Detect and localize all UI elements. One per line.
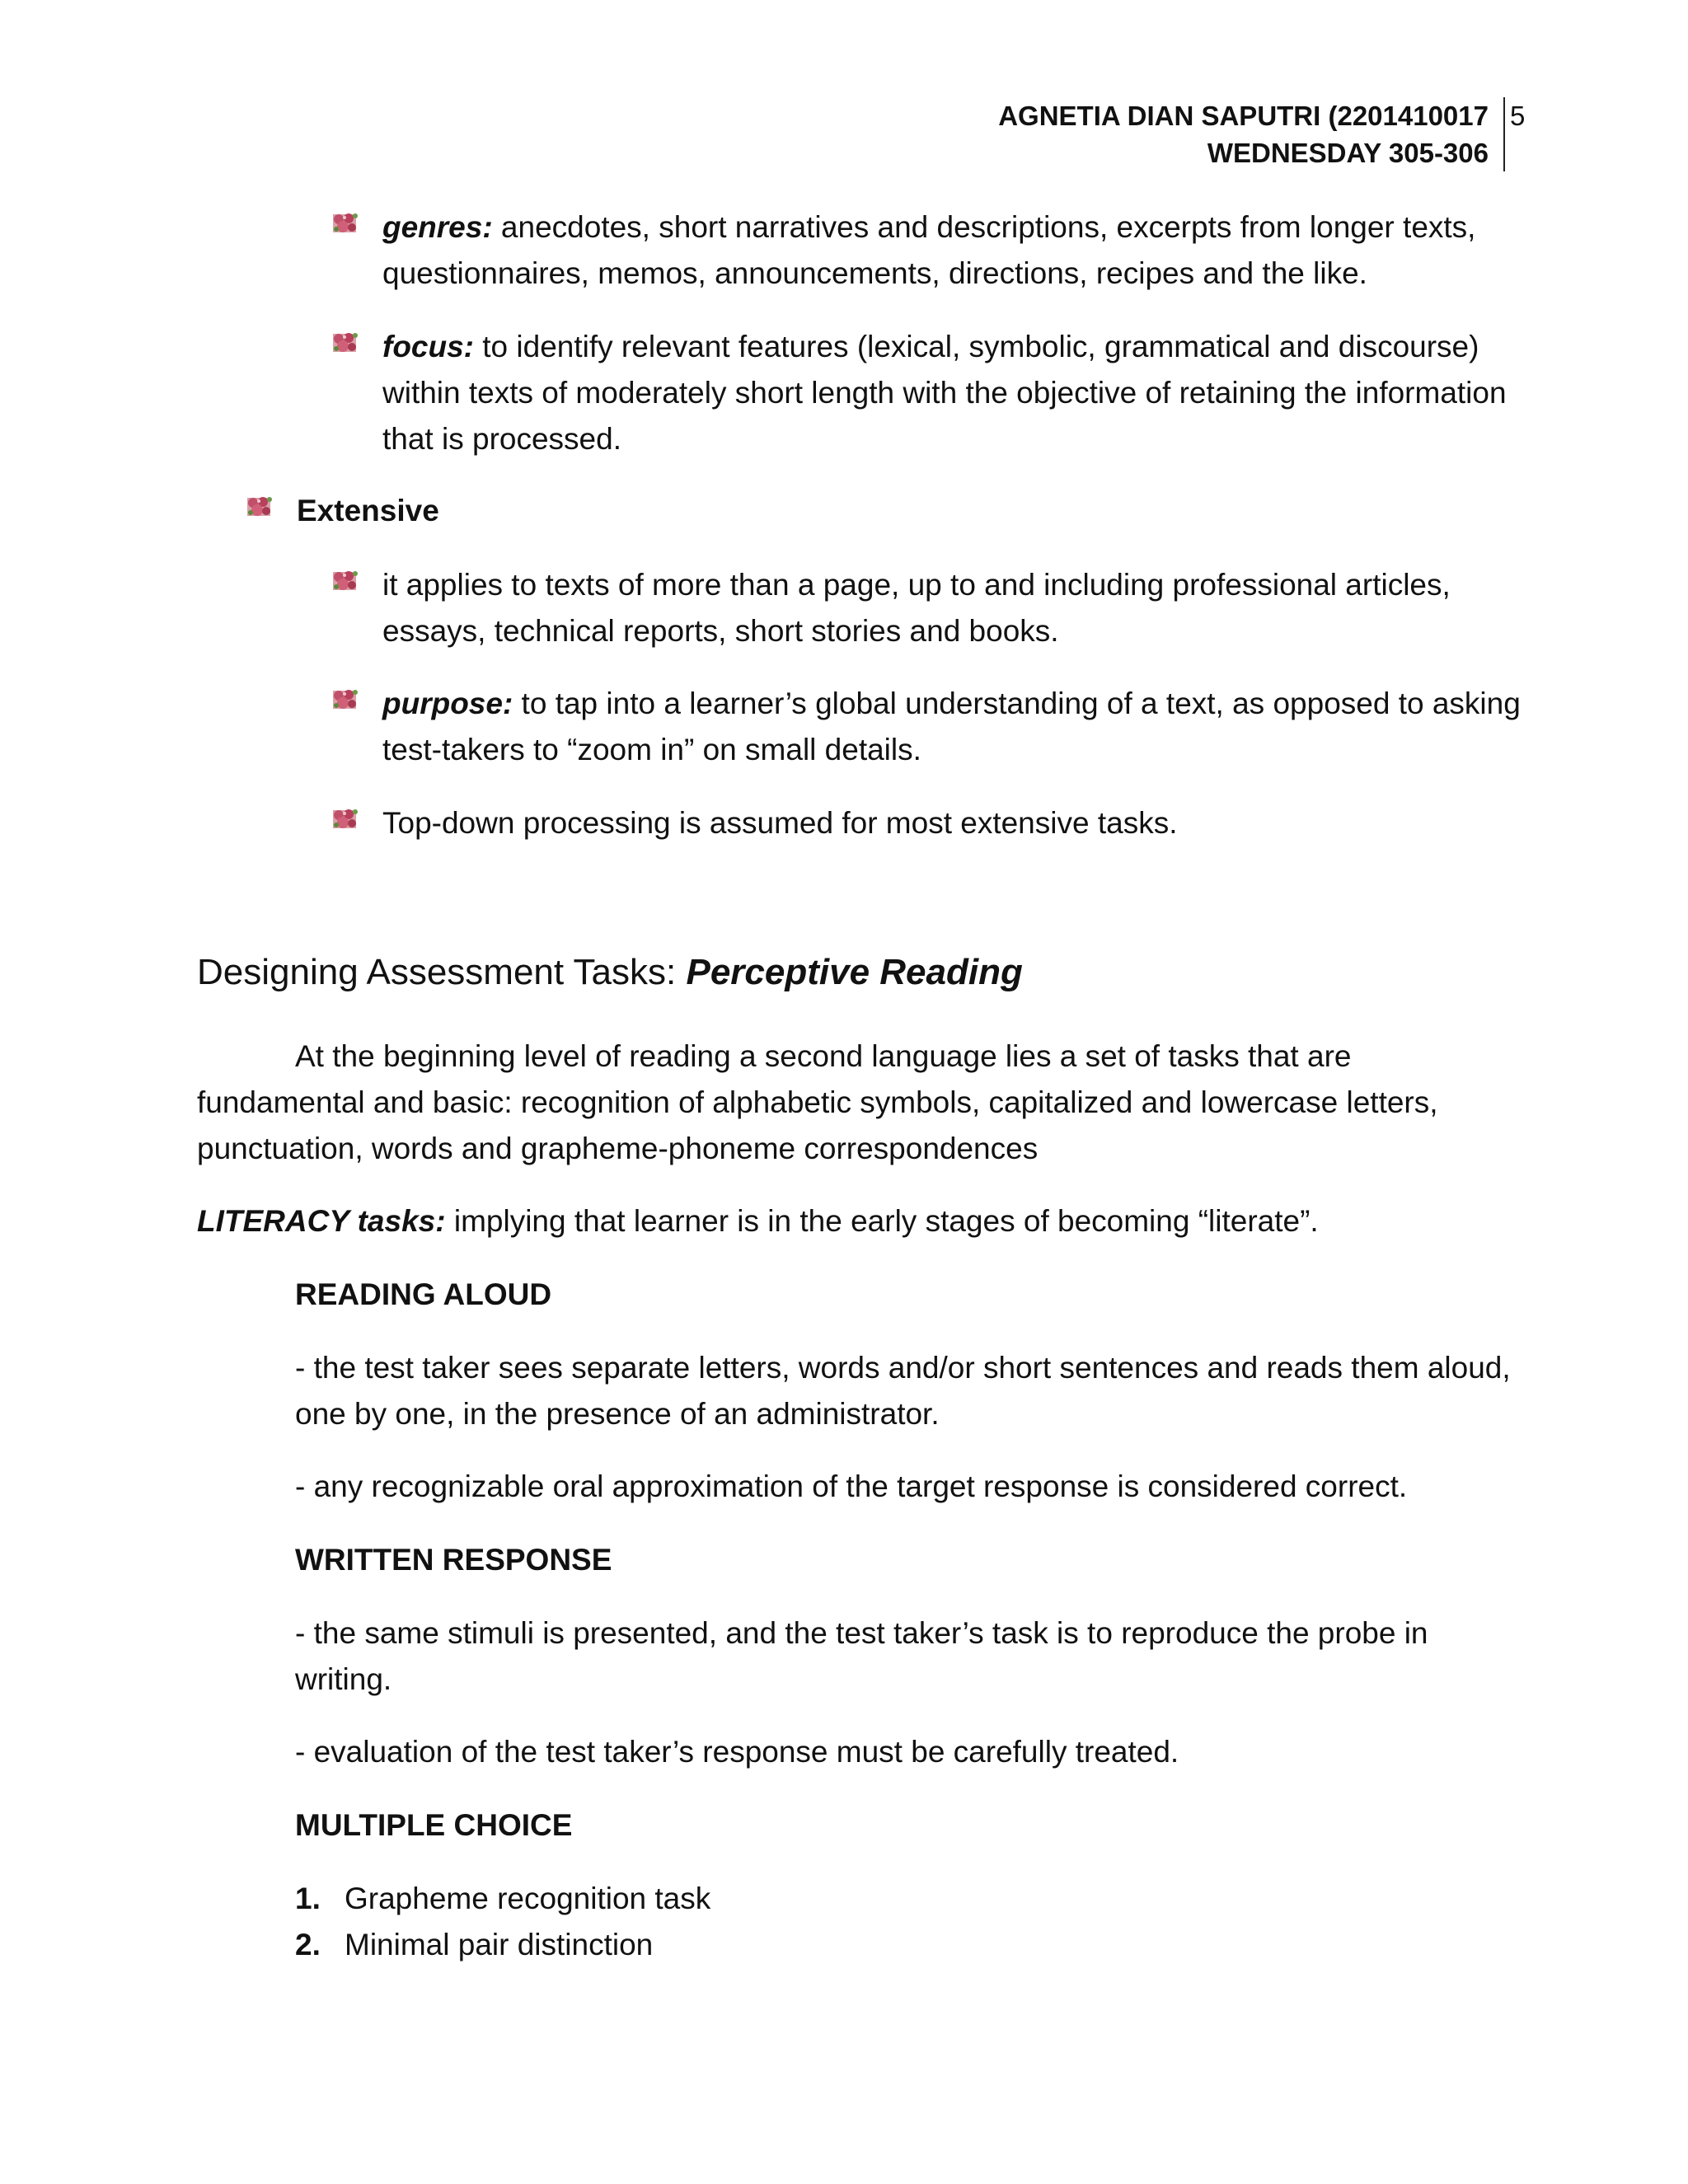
list-text: Minimal pair distinction	[345, 1928, 654, 1961]
bullet-text: to tap into a learner’s global understanding of a text, as opposed to asking test-takers to “zoom in” on small details.	[382, 687, 1521, 766]
section-heading	[197, 948, 1516, 997]
list-item	[295, 1876, 1515, 1922]
heading-emphasis: Perceptive Reading	[686, 952, 1023, 992]
flower-bullet-icon	[331, 807, 359, 832]
reading-aloud-line-2: - any recognizable oral approximation of the target response is considered correct.	[295, 1469, 1408, 1503]
flower-bullet-icon	[331, 330, 359, 355]
literacy-text: implying that learner is in the early stages of becoming “literate”.	[445, 1204, 1319, 1238]
flower-bullet-icon	[331, 211, 359, 236]
heading-plain: Designing Assessment Tasks:	[197, 952, 687, 992]
bullet-genres	[331, 204, 1553, 297]
header-author: AGNETIA DIAN SAPUTRI (2201410017	[998, 101, 1489, 131]
literacy-paragraph	[197, 1198, 1516, 1244]
bullet-focus	[331, 324, 1553, 462]
multiple-choice-title: MULTIPLE CHOICE	[295, 1808, 573, 1842]
bullet-text: Top-down processing is assumed for most extensive tasks.	[382, 806, 1178, 840]
list-number: 1.	[295, 1882, 321, 1915]
intro-paragraph	[197, 1033, 1516, 1172]
bullet-extensive	[246, 488, 1550, 534]
intro-text: At the beginning level of reading a second language lies a set of tasks that are fundamental and basic: recognition of alphabetic symbols, capitalized and lowercase letters, punctuation, words and grapheme-phoneme correspondences	[197, 1039, 1438, 1165]
bullet-text: it applies to texts of more than a page, up to and including professional articles, essays, technical reports, short stories and books.	[382, 568, 1451, 648]
extensive-title: Extensive	[297, 494, 439, 527]
bullet-text: anecdotes, short narratives and descriptions, excerpts from longer texts, questionnaires, memos, announcements, directions, recipes and the like.	[382, 210, 1476, 290]
bullet-label: purpose:	[382, 687, 513, 720]
written-response-title: WRITTEN RESPONSE	[295, 1543, 612, 1577]
bullet-text: to identify relevant features (lexical, symbolic, grammatical and discourse) within texts of moderately short length with the objective of retaining the information that is processed.	[382, 330, 1507, 456]
reading-aloud-line-1: - the test taker sees separate letters, words and/or short sentences and reads them aloud, one by one, in the presence of an administrator.	[295, 1351, 1511, 1431]
flower-bullet-icon	[331, 687, 359, 712]
literacy-label: LITERACY tasks:	[197, 1204, 446, 1238]
flower-bullet-icon	[331, 569, 359, 593]
page-number: 5	[1510, 101, 1526, 131]
header-lines	[998, 97, 1505, 171]
list-item	[295, 1922, 1515, 1968]
header-class: WEDNESDAY 305-306	[1207, 138, 1489, 168]
flower-bullet-icon	[246, 494, 274, 519]
bullet-label: focus:	[382, 330, 474, 363]
bullet-top-down	[331, 800, 1553, 846]
written-response-line-2: - evaluation of the test taker’s response must be carefully treated.	[295, 1735, 1179, 1769]
reading-aloud-title: READING ALOUD	[295, 1277, 552, 1311]
bullet-extensive-applies	[331, 562, 1553, 654]
list-number: 2.	[295, 1928, 321, 1961]
written-response-line-1: - the same stimuli is presented, and the test taker’s task is to reproduce the probe in writing.	[295, 1616, 1428, 1696]
page-header	[763, 97, 1505, 171]
bullet-purpose	[331, 681, 1553, 773]
bullet-label: genres:	[382, 210, 493, 244]
list-text: Grapheme recognition task	[345, 1882, 711, 1915]
